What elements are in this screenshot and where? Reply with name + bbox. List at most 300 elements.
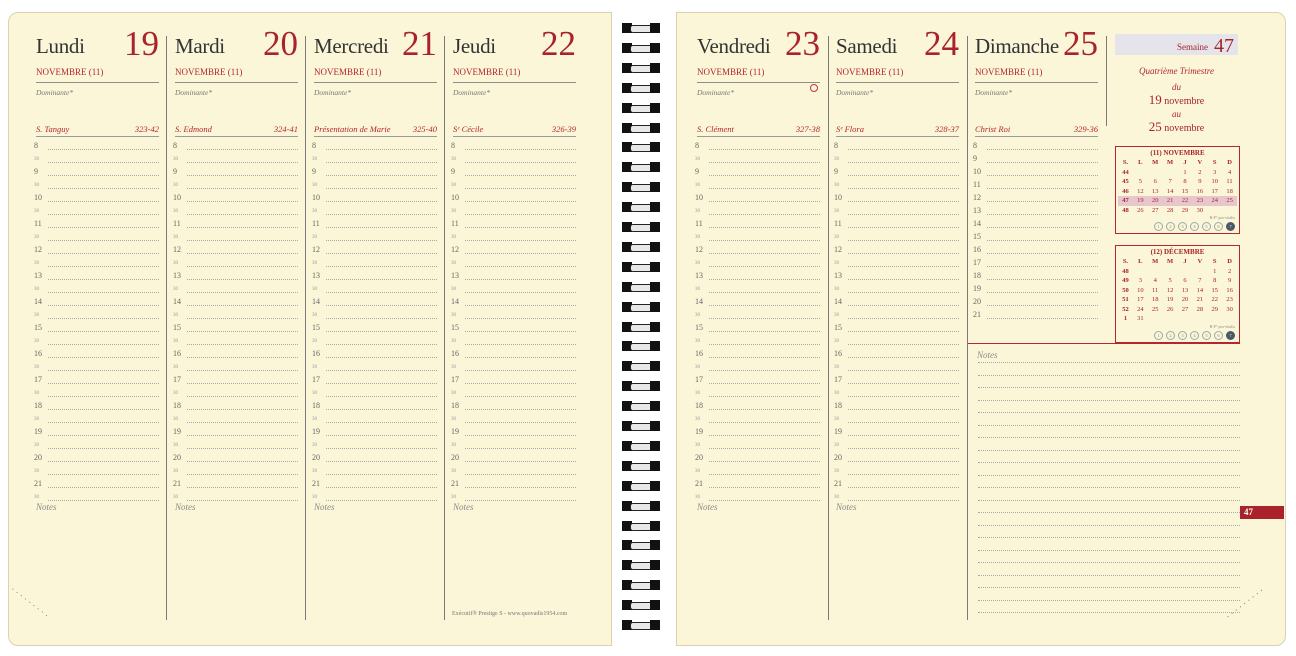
time-slot[interactable] xyxy=(709,279,820,280)
time-slot[interactable] xyxy=(48,175,159,176)
time-slot[interactable] xyxy=(709,370,820,371)
time-slot[interactable] xyxy=(987,175,1098,176)
time-slot[interactable] xyxy=(709,396,820,397)
week-notes-area[interactable] xyxy=(967,343,1240,620)
calendar-day[interactable]: 16 xyxy=(1226,286,1233,294)
calendar-day[interactable]: 27 xyxy=(1181,305,1189,313)
time-slot[interactable] xyxy=(326,149,437,150)
time-slot[interactable] xyxy=(48,409,159,410)
calendar-day[interactable] xyxy=(1178,314,1193,324)
time-slot[interactable] xyxy=(326,461,437,462)
calendar-day[interactable]: 17 xyxy=(1211,187,1218,195)
notes-line[interactable] xyxy=(978,450,1240,451)
calendar-day[interactable]: 17 xyxy=(1137,296,1144,303)
time-slot[interactable] xyxy=(848,240,959,241)
time-slot[interactable] xyxy=(48,266,159,267)
half-hour-mark: 30 xyxy=(312,443,317,448)
time-slot[interactable] xyxy=(187,162,298,163)
time-slot[interactable] xyxy=(465,227,576,228)
punch-hole xyxy=(650,560,660,570)
calendar-day[interactable]: 25 xyxy=(1222,196,1237,206)
spiral-coil xyxy=(622,102,662,114)
time-slot[interactable] xyxy=(848,409,959,410)
calendar-day[interactable]: 19 xyxy=(1133,196,1148,206)
time-slot[interactable] xyxy=(187,344,298,345)
time-slot[interactable] xyxy=(48,318,159,319)
calendar-day[interactable]: 1 xyxy=(1213,267,1217,275)
calendar-day[interactable]: 21 xyxy=(1163,196,1178,206)
calendar-day[interactable]: 13 xyxy=(1181,286,1189,294)
time-slot[interactable] xyxy=(465,279,576,280)
calendar-day[interactable]: 24 xyxy=(1137,305,1144,313)
calendar-day[interactable]: 23 xyxy=(1226,296,1233,303)
time-slot[interactable] xyxy=(48,149,159,150)
time-slot[interactable] xyxy=(848,370,959,371)
calendar-day[interactable]: 18 xyxy=(1151,296,1159,303)
calendar-day[interactable]: 9 xyxy=(1227,277,1232,284)
time-slot[interactable] xyxy=(709,240,820,241)
calendar-day[interactable]: 12 xyxy=(1137,187,1144,195)
time-slot[interactable] xyxy=(709,344,820,345)
time-slot[interactable] xyxy=(326,175,437,176)
calendar-day[interactable]: 14 xyxy=(1166,187,1174,195)
time-slot[interactable] xyxy=(187,227,298,228)
time-slot[interactable] xyxy=(465,422,576,423)
punch-hole xyxy=(650,521,660,531)
time-slot[interactable] xyxy=(709,214,820,215)
day-name: Lundi xyxy=(36,34,85,58)
calendar-day[interactable]: 30 xyxy=(1196,206,1204,214)
time-slot[interactable] xyxy=(48,448,159,449)
calendar-day[interactable]: 12 xyxy=(1166,286,1174,294)
hour-label: 13 xyxy=(173,271,181,280)
notes-line[interactable] xyxy=(978,362,1240,363)
calendar-day[interactable]: 24 xyxy=(1207,196,1222,206)
time-slot[interactable] xyxy=(187,409,298,410)
time-slot[interactable] xyxy=(48,253,159,254)
time-slot[interactable] xyxy=(326,227,437,228)
time-slot[interactable] xyxy=(709,175,820,176)
calendar-day[interactable]: 2 xyxy=(1227,267,1232,275)
time-slot[interactable] xyxy=(187,370,298,371)
hour-label: 11 xyxy=(695,219,703,228)
calendar-day[interactable]: 5 xyxy=(1168,277,1172,284)
time-slot[interactable] xyxy=(848,435,959,436)
time-slot[interactable] xyxy=(465,487,576,488)
calendar-day[interactable]: 15 xyxy=(1211,286,1218,294)
time-slot[interactable] xyxy=(326,253,437,254)
time-slot[interactable] xyxy=(187,448,298,449)
calendar-day[interactable]: 27 xyxy=(1151,206,1159,214)
time-slot[interactable] xyxy=(465,292,576,293)
time-slot[interactable] xyxy=(48,201,159,202)
dominante-label: Dominante* xyxy=(697,88,735,97)
notes-line[interactable] xyxy=(978,400,1240,401)
calendar-day[interactable]: 1 xyxy=(1183,168,1187,176)
time-slot[interactable] xyxy=(465,318,576,319)
time-slot[interactable] xyxy=(48,474,159,475)
time-slot[interactable] xyxy=(187,461,298,462)
time-slot[interactable] xyxy=(709,448,820,449)
time-slot[interactable] xyxy=(465,448,576,449)
time-slot[interactable] xyxy=(326,201,437,202)
time-slot[interactable] xyxy=(709,149,820,150)
time-slot[interactable] xyxy=(709,188,820,189)
calendar-day[interactable] xyxy=(1163,267,1178,277)
calendar-day[interactable]: 9 xyxy=(1198,178,1202,185)
time-slot[interactable] xyxy=(848,292,959,293)
time-slot[interactable] xyxy=(187,383,298,384)
notes-line[interactable] xyxy=(978,437,1240,438)
time-slot[interactable] xyxy=(326,487,437,488)
half-hour-mark: 30 xyxy=(173,235,178,240)
time-slot[interactable] xyxy=(848,162,959,163)
time-slot[interactable] xyxy=(709,357,820,358)
time-slot[interactable] xyxy=(187,279,298,280)
time-slot[interactable] xyxy=(987,240,1098,241)
calendar-day[interactable] xyxy=(1192,267,1207,277)
time-slot[interactable] xyxy=(48,500,159,501)
notes-line[interactable] xyxy=(978,387,1240,388)
calendar-day[interactable] xyxy=(1178,267,1193,277)
calendar-day[interactable]: 29 xyxy=(1181,206,1189,214)
time-slot[interactable] xyxy=(465,149,576,150)
time-slot[interactable] xyxy=(709,266,820,267)
time-slot[interactable] xyxy=(187,331,298,332)
time-slot[interactable] xyxy=(187,240,298,241)
time-slot[interactable] xyxy=(326,240,437,241)
time-slot[interactable] xyxy=(187,292,298,293)
punch-hole xyxy=(650,620,660,630)
notes-line[interactable] xyxy=(978,425,1240,426)
time-slot[interactable] xyxy=(465,500,576,501)
calendar-day[interactable]: 3 xyxy=(1213,168,1217,176)
time-slot[interactable] xyxy=(187,422,298,423)
time-slot[interactable] xyxy=(465,344,576,345)
calendar-day[interactable]: 11 xyxy=(1226,178,1233,185)
time-slot[interactable] xyxy=(848,201,959,202)
time-slot[interactable] xyxy=(48,461,159,462)
time-slot[interactable] xyxy=(48,435,159,436)
calendar-day[interactable]: 7 xyxy=(1168,178,1172,185)
calendar-day[interactable]: 10 xyxy=(1211,178,1218,185)
time-slot[interactable] xyxy=(187,175,298,176)
notes-line[interactable] xyxy=(978,512,1240,513)
time-slot[interactable] xyxy=(465,474,576,475)
time-slot[interactable] xyxy=(848,214,959,215)
calendar-day[interactable]: 20 xyxy=(1148,196,1163,206)
moon-phase-icon: 3 xyxy=(1178,222,1187,231)
calendar-day[interactable]: 6 xyxy=(1153,178,1157,185)
time-slot[interactable] xyxy=(187,500,298,501)
time-slot[interactable] xyxy=(48,383,159,384)
time-slot[interactable] xyxy=(848,266,959,267)
time-slot[interactable] xyxy=(709,383,820,384)
time-slot[interactable] xyxy=(465,305,576,306)
calendar-day[interactable]: 2 xyxy=(1198,168,1202,176)
time-slot[interactable] xyxy=(187,188,298,189)
time-slot[interactable] xyxy=(187,305,298,306)
time-slot[interactable] xyxy=(709,162,820,163)
calendar-day[interactable] xyxy=(1163,168,1178,178)
time-slot[interactable] xyxy=(326,448,437,449)
time-slot[interactable] xyxy=(187,214,298,215)
calendar-day[interactable]: 22 xyxy=(1178,196,1193,206)
time-slot[interactable] xyxy=(848,318,959,319)
calendar-day[interactable]: 26 xyxy=(1137,206,1144,214)
time-slot[interactable] xyxy=(326,370,437,371)
time-slot[interactable] xyxy=(987,266,1098,267)
calendar-day[interactable] xyxy=(1133,168,1148,178)
time-slot[interactable] xyxy=(848,279,959,280)
calendar-day[interactable]: 16 xyxy=(1196,187,1204,195)
time-slot[interactable] xyxy=(987,227,1098,228)
calendar-day[interactable]: 31 xyxy=(1137,315,1144,322)
calendar-day[interactable]: 20 xyxy=(1181,296,1189,303)
notes-line[interactable] xyxy=(978,612,1240,613)
time-slot[interactable] xyxy=(848,331,959,332)
half-hour-mark: 30 xyxy=(451,469,456,474)
time-slot[interactable] xyxy=(48,188,159,189)
time-slot[interactable] xyxy=(48,370,159,371)
calendar-day[interactable]: 30 xyxy=(1226,305,1233,313)
notes-line[interactable] xyxy=(978,462,1240,463)
time-slot[interactable] xyxy=(848,253,959,254)
calendar-day[interactable]: 5 xyxy=(1138,178,1142,185)
calendar-day[interactable] xyxy=(1148,267,1163,277)
calendar-day[interactable] xyxy=(1133,267,1148,277)
calendar-day[interactable] xyxy=(1148,314,1163,324)
time-slot[interactable] xyxy=(326,396,437,397)
time-slot[interactable] xyxy=(326,474,437,475)
time-slot[interactable] xyxy=(48,240,159,241)
notes-line[interactable] xyxy=(978,412,1240,413)
time-slot[interactable] xyxy=(709,318,820,319)
time-slot[interactable] xyxy=(326,292,437,293)
calendar-day[interactable]: 18 xyxy=(1226,187,1233,195)
time-slot[interactable] xyxy=(848,175,959,176)
time-slot[interactable] xyxy=(465,331,576,332)
time-slot[interactable] xyxy=(465,461,576,462)
time-slot[interactable] xyxy=(987,305,1098,306)
time-slot[interactable] xyxy=(465,383,576,384)
time-slot[interactable] xyxy=(709,253,820,254)
time-slot[interactable] xyxy=(187,357,298,358)
notes-line[interactable] xyxy=(978,562,1240,563)
hour-label: 9 xyxy=(973,154,977,163)
notes-line[interactable] xyxy=(978,587,1240,588)
time-slot[interactable] xyxy=(48,344,159,345)
time-slot[interactable] xyxy=(987,201,1098,202)
calendar-day[interactable]: 3 xyxy=(1138,277,1142,284)
calendar-day[interactable]: 8 xyxy=(1213,277,1217,284)
calendar-day[interactable]: 26 xyxy=(1166,305,1174,313)
time-slot[interactable] xyxy=(326,266,437,267)
time-slot[interactable] xyxy=(48,292,159,293)
day-column-jeudi xyxy=(453,12,584,644)
time-slot[interactable] xyxy=(709,227,820,228)
hour-label: 15 xyxy=(834,323,842,332)
notes-line[interactable] xyxy=(978,487,1240,488)
time-slot[interactable] xyxy=(709,435,820,436)
time-slot[interactable] xyxy=(848,305,959,306)
calendar-day[interactable]: 10 xyxy=(1137,286,1144,294)
time-slot[interactable] xyxy=(848,422,959,423)
time-slot[interactable] xyxy=(48,331,159,332)
time-slot[interactable] xyxy=(709,409,820,410)
time-slot[interactable] xyxy=(465,201,576,202)
time-slot[interactable] xyxy=(709,305,820,306)
time-slot[interactable] xyxy=(709,201,820,202)
notes-line[interactable] xyxy=(978,475,1240,476)
time-slot[interactable] xyxy=(326,331,437,332)
calendar-day[interactable] xyxy=(1207,314,1222,324)
time-slot[interactable] xyxy=(48,396,159,397)
calendar-day[interactable]: 28 xyxy=(1196,305,1204,313)
time-slot[interactable] xyxy=(848,383,959,384)
time-slot[interactable] xyxy=(48,227,159,228)
time-slot[interactable] xyxy=(326,214,437,215)
notes-line[interactable] xyxy=(978,500,1240,501)
time-slot[interactable] xyxy=(987,318,1098,319)
week-tab[interactable]: 47 xyxy=(1240,506,1284,519)
time-slot[interactable] xyxy=(326,344,437,345)
notes-line[interactable] xyxy=(978,575,1240,576)
time-slot[interactable] xyxy=(187,266,298,267)
calendar-day[interactable] xyxy=(1222,206,1237,216)
time-slot[interactable] xyxy=(465,266,576,267)
time-slot[interactable] xyxy=(326,188,437,189)
time-slot[interactable] xyxy=(48,162,159,163)
time-slot[interactable] xyxy=(709,422,820,423)
calendar-day[interactable]: 19 xyxy=(1166,296,1174,303)
time-slot[interactable] xyxy=(987,149,1098,150)
time-slot[interactable] xyxy=(848,500,959,501)
time-slot[interactable] xyxy=(48,279,159,280)
calendar-day[interactable]: 25 xyxy=(1151,305,1159,313)
time-slot[interactable] xyxy=(465,214,576,215)
time-slot[interactable] xyxy=(709,461,820,462)
calendar-day[interactable] xyxy=(1148,168,1163,178)
time-slot[interactable] xyxy=(465,240,576,241)
time-slot[interactable] xyxy=(326,435,437,436)
calendar-day[interactable]: 13 xyxy=(1151,187,1159,195)
notes-line[interactable] xyxy=(978,537,1240,538)
calendar-day[interactable] xyxy=(1207,206,1222,216)
time-slot[interactable] xyxy=(187,149,298,150)
time-slot[interactable] xyxy=(187,474,298,475)
spiral-coil xyxy=(622,42,662,54)
time-slot[interactable] xyxy=(709,487,820,488)
time-slot[interactable] xyxy=(326,305,437,306)
time-slot[interactable] xyxy=(465,357,576,358)
notes-line[interactable] xyxy=(978,600,1240,601)
time-slot[interactable] xyxy=(465,370,576,371)
calendar-day[interactable]: 14 xyxy=(1196,286,1204,294)
time-slot[interactable] xyxy=(987,188,1098,189)
time-slot[interactable] xyxy=(848,448,959,449)
time-slot[interactable] xyxy=(848,344,959,345)
time-slot[interactable] xyxy=(987,162,1098,163)
time-slot[interactable] xyxy=(709,500,820,501)
time-slot[interactable] xyxy=(465,409,576,410)
calendar-day[interactable]: 15 xyxy=(1181,187,1189,195)
time-slot[interactable] xyxy=(987,214,1098,215)
time-slot[interactable] xyxy=(187,396,298,397)
time-slot[interactable] xyxy=(848,227,959,228)
time-slot[interactable] xyxy=(848,188,959,189)
calendar-day[interactable]: 11 xyxy=(1152,286,1159,294)
calendar-day[interactable]: 28 xyxy=(1166,206,1174,214)
time-slot[interactable] xyxy=(326,409,437,410)
time-slot[interactable] xyxy=(326,162,437,163)
calendar-day[interactable]: 8 xyxy=(1183,178,1187,185)
time-slot[interactable] xyxy=(48,214,159,215)
time-slot[interactable] xyxy=(326,383,437,384)
calendar-day[interactable] xyxy=(1163,314,1178,324)
calendar-day[interactable]: 7 xyxy=(1198,277,1202,284)
time-slot[interactable] xyxy=(709,331,820,332)
time-slot[interactable] xyxy=(709,292,820,293)
calendar-day[interactable]: 23 xyxy=(1192,196,1207,206)
time-slot[interactable] xyxy=(987,279,1098,280)
time-slot[interactable] xyxy=(187,487,298,488)
calendar-day[interactable]: 21 xyxy=(1196,296,1204,303)
time-slot[interactable] xyxy=(465,435,576,436)
time-slot[interactable] xyxy=(987,253,1098,254)
time-slot[interactable] xyxy=(187,201,298,202)
time-slot[interactable] xyxy=(465,175,576,176)
hour-label: 20 xyxy=(312,453,320,462)
calendar-day[interactable]: 4 xyxy=(1227,168,1232,176)
time-slot[interactable] xyxy=(48,422,159,423)
notes-line[interactable] xyxy=(978,375,1240,376)
time-slot[interactable] xyxy=(48,357,159,358)
time-slot[interactable] xyxy=(187,435,298,436)
time-slot[interactable] xyxy=(848,461,959,462)
calendar-day[interactable]: 4 xyxy=(1153,277,1157,284)
time-slot[interactable] xyxy=(48,305,159,306)
time-slot[interactable] xyxy=(187,253,298,254)
time-slot[interactable] xyxy=(848,474,959,475)
time-slot[interactable] xyxy=(326,318,437,319)
time-slot[interactable] xyxy=(48,487,159,488)
time-slot[interactable] xyxy=(709,474,820,475)
calendar-day[interactable]: 22 xyxy=(1211,296,1218,303)
time-slot[interactable] xyxy=(326,279,437,280)
time-slot[interactable] xyxy=(987,292,1098,293)
time-slot[interactable] xyxy=(187,318,298,319)
time-slot[interactable] xyxy=(848,149,959,150)
calendar-day[interactable]: 6 xyxy=(1183,277,1187,284)
time-slot[interactable] xyxy=(465,188,576,189)
time-slot[interactable] xyxy=(326,500,437,501)
time-slot[interactable] xyxy=(848,357,959,358)
time-slot[interactable] xyxy=(465,253,576,254)
time-slot[interactable] xyxy=(465,162,576,163)
half-hour-mark: 30 xyxy=(451,417,456,422)
time-slot[interactable] xyxy=(848,487,959,488)
calendar-day[interactable]: 29 xyxy=(1211,305,1218,313)
calendar-day[interactable] xyxy=(1192,314,1207,324)
time-slot[interactable] xyxy=(465,396,576,397)
notes-line[interactable] xyxy=(978,525,1240,526)
notes-line[interactable] xyxy=(978,550,1240,551)
time-slot[interactable] xyxy=(848,396,959,397)
time-slot[interactable] xyxy=(326,357,437,358)
time-slot[interactable] xyxy=(326,422,437,423)
calendar-day[interactable] xyxy=(1222,314,1237,324)
